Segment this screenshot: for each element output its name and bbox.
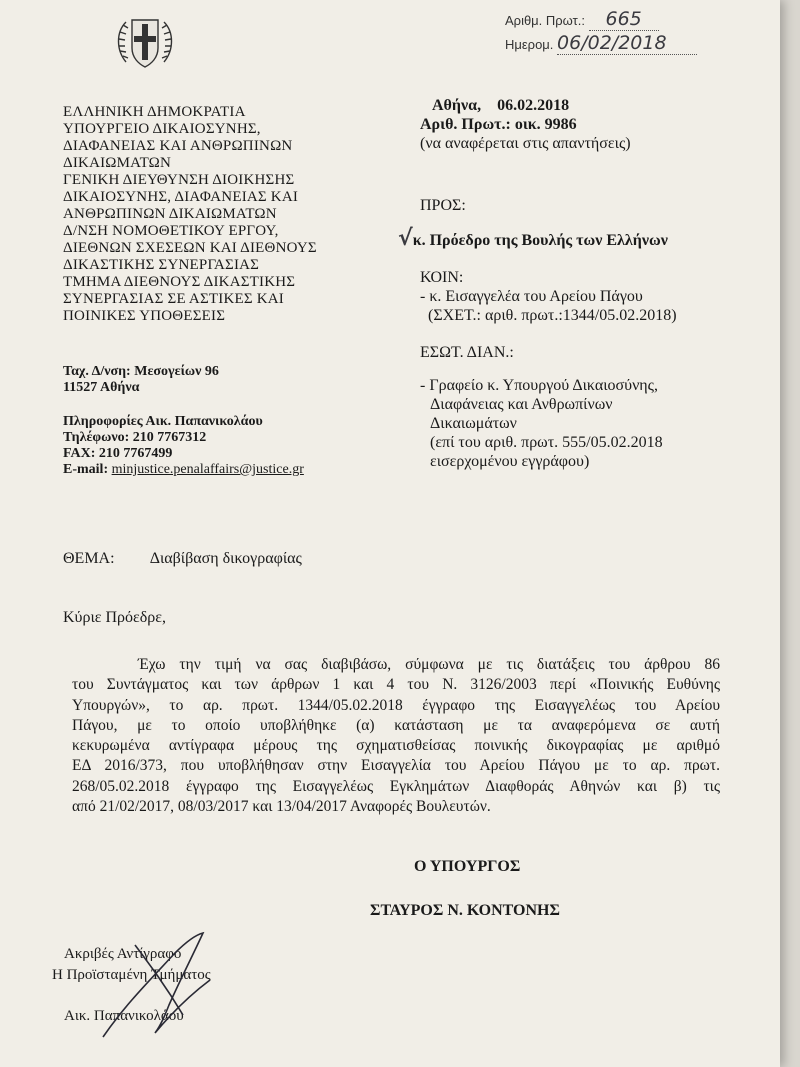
stamp-date: 06/02/2018 xyxy=(557,32,697,55)
handwritten-signature-icon xyxy=(95,925,235,1045)
salutation: Κύριε Πρόεδρε, xyxy=(63,609,166,626)
subject-label: ΘΕΜΑ: xyxy=(63,550,115,567)
letter-body: Έχω την τιμή να σας διαβιβάσω, σύμφωνα με τις διατάξεις του άρθρου 86 του Συντάγματος και των άρθρων 1 και 4 του Ν. 3126/2003 περί «Ποινικής Ευθύνης Υπουργών», το αρ. πρωτ. 1344/05.02.2018 έγγραφο της Εισαγγελέως του Αρείου Πάγου, με το οποίο υποβλήθηκε (α) κατάσταση με τα αναφερόμενα σε αυτή κεκυρωμένα αντίγραφα μέρους της σχηματισθείσας ποινικής δικογραφίας με αριθμό ΕΔ 2016/373, που υποβλήθησαν στην Εισαγγελία του Αρείου Πάγου με το αρ. πρωτ. 268/05.02.2018 έγγραφο της Εισαγγελέως Εγκλημάτων Διαφθοράς Αθηνών και β) τις από 21/02/2017, 08/03/2017 και 13/04/2017 Αναφορές Βουλευτών. xyxy=(72,656,720,816)
recipients-block: ΠΡΟΣ: √κ. Πρόεδρο της Βουλής των Ελλήνων ΚΟΙΝ: - κ. Εισαγγελέα του Αρείου Πάγου (ΣΧΕΤ.: αριθ. πρωτ.:1344/05.02.2018) ΕΣΩΤ. ΔΙΑΝ.: - Γραφείο κ. Υπουργού Δικαιοσύνης, Διαφάνειας και Ανθρωπίνων Δικαιωμάτων (επί του αριθ. πρωτ. 555/05.02.2018 εισερχομένου εγγράφου) xyxy=(398,197,677,470)
document-meta xyxy=(420,96,631,153)
subject-line xyxy=(63,550,302,568)
email-link[interactable]: minjustice.penalaffairs@justice.gr xyxy=(111,462,304,477)
protocol-stamp: Αριθμ. Πρωτ.: 665 xyxy=(505,8,659,31)
greek-coat-of-arms-icon xyxy=(112,10,178,76)
protocol-number: Αριθ. Πρωτ.: οικ. 9986 xyxy=(420,116,577,133)
stamp-date-line: Ημερομ. 06/02/2018 xyxy=(505,32,697,55)
certification-block: Ακριβές Αντίγραφο Η Προϊσταμένη Τμήματος Αικ. Παπανικολάου xyxy=(52,946,211,1024)
contact-block: Πληροφορίες Αικ. Παπανικολάου Τηλέφωνο: 210 7767312 FAX: 210 7767499 E-mail: minjustice.penalaffairs@justice.gr xyxy=(63,414,304,477)
pros-label: ΠΡΟΣ: xyxy=(420,197,466,214)
place-date: Αθήνα, 06.02.2018 xyxy=(432,97,570,114)
signature-name: ΣΤΑΥΡΟΣ Ν. ΚΟΝΤΟΝΗΣ xyxy=(370,902,560,919)
reference-note: (να αναφέρεται στις απαντήσεις) xyxy=(420,135,631,152)
address-block: Ταχ. Δ/νση: Μεσογείων 96 11527 Αθήνα xyxy=(63,364,219,395)
subject-text: Διαβίβαση δικογραφίας xyxy=(149,550,302,567)
pros-recipient: κ. Πρόεδρο της Βουλής των Ελλήνων xyxy=(412,232,668,249)
signature-title: Ο ΥΠΟΥΡΓΟΣ xyxy=(414,858,521,875)
ministry-header: ΕΛΛΗΝΙΚΗ ΔΗΜΟΚΡΑΤΙΑ ΥΠΟΥΡΓΕΙΟ ΔΙΚΑΙΟΣΥΝΗΣ, ΔΙΑΦΑΝΕΙΑΣ ΚΑΙ ΑΝΘΡΩΠΙΝΩΝ ΔΙΚΑΙΩΜΑΤΩΝ ΓΕΝΙΚΗ ΔΙΕΥΘΥΝΣΗ ΔΙΟΙΚΗΣΗΣ ΔΙΚΑΙΟΣΥΝΗΣ, ΔΙΑΦΑΝΕΙΑΣ ΚΑΙ ΑΝΘΡΩΠΙΝΩΝ ΔΙΚΑΙΩΜΑΤΩΝ Δ/ΝΣΗ ΝΟΜΟΘΕΤΙΚΟΥ ΕΡΓΟΥ, ΔΙΕΘΝΩΝ ΣΧΕΣΕΩΝ ΚΑΙ ΔΙΕΘΝΟΥΣ ΔΙΚΑΣΤΙΚΗΣ ΣΥΝΕΡΓΑΣΙΑΣ ΤΜΗΜΑ ΔΙΕΘΝΟΥΣ ΔΙΚΑΣΤΙΚΗΣ ΣΥΝΕΡΓΑΣΙΑΣ ΣΕ ΑΣΤΙΚΕΣ ΚΑΙ ΠΟΙΝΙΚΕΣ ΥΠΟΘΕΣΕΙΣ xyxy=(63,104,317,324)
stamp-protocol-number: 665 xyxy=(589,8,659,31)
